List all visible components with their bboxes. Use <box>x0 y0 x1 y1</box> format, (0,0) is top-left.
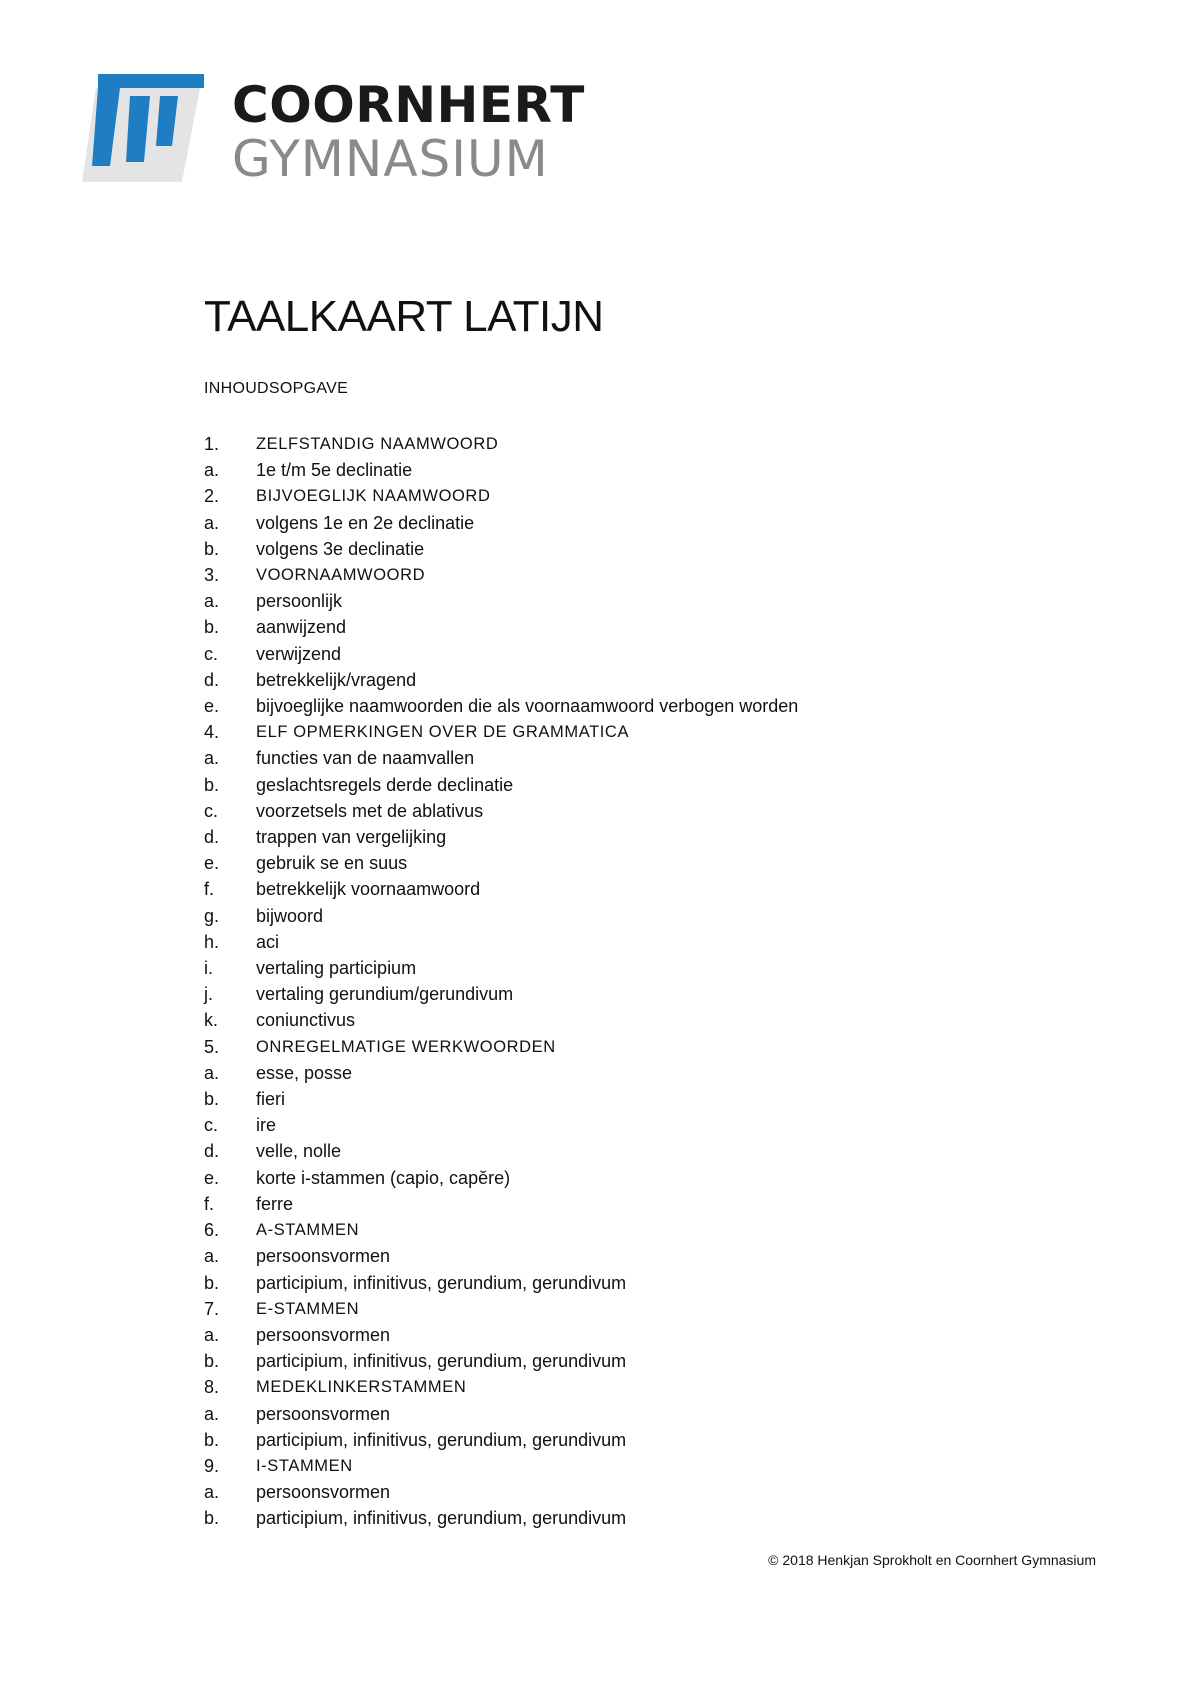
subsection-letter: a. <box>204 1246 220 1267</box>
subsection-letter: b. <box>204 1508 220 1529</box>
subsection-letter: c. <box>204 1115 219 1136</box>
subsection-list <box>204 1243 1104 1295</box>
subsection-letter: f. <box>204 1193 215 1214</box>
toc-section <box>204 1374 1104 1453</box>
subsection-letter: a. <box>204 1324 220 1345</box>
subsection-label: persoonsvormen <box>256 1482 391 1503</box>
subsection-label: functies van de naamvallen <box>256 748 475 769</box>
toc-section-heading <box>204 719 1104 745</box>
subsection-letter: b. <box>204 538 220 559</box>
section-label: ELF OPMERKINGEN OVER DE GRAMMATICA <box>256 723 630 742</box>
table-of-contents <box>204 431 1104 1532</box>
toc-subsection <box>204 641 1104 667</box>
subsection-label: fieri <box>256 1089 286 1110</box>
section-number: 7. <box>204 1298 220 1319</box>
coornhert-logo-icon <box>82 74 212 192</box>
subsection-label: persoonsvormen <box>256 1403 391 1424</box>
subsection-label: voorzetsels met de ablativus <box>256 800 484 821</box>
subsection-label: aanwijzend <box>256 617 347 638</box>
toc-subsection <box>204 1007 1104 1033</box>
section-label: ZELFSTANDIG NAAMWOORD <box>256 435 499 453</box>
subsection-label: vertaling participium <box>256 958 417 979</box>
toc-section <box>204 719 1104 1033</box>
toc-subsection <box>204 772 1104 798</box>
toc-subsection <box>204 1165 1104 1191</box>
section-number: 5. <box>204 1036 220 1057</box>
section-number: 8. <box>204 1377 220 1398</box>
subsection-label: persoonsvormen <box>256 1324 391 1345</box>
toc-subsection <box>204 693 1104 719</box>
subsection-label: participium, infinitivus, gerundium, gerundivum <box>256 1351 627 1372</box>
subsection-label: velle, nolle <box>256 1141 342 1162</box>
subsection-letter: e. <box>204 696 220 717</box>
subsection-letter: c. <box>204 643 219 664</box>
toc-subsection <box>204 850 1104 876</box>
toc-subsection <box>204 745 1104 771</box>
logo-wordmark <box>232 76 585 188</box>
logo-line-1: COORNHERT <box>232 76 585 134</box>
subsection-letter: b. <box>204 1272 220 1293</box>
toc-subsection <box>204 1138 1104 1164</box>
subsection-letter: d. <box>204 669 220 690</box>
toc-section <box>204 562 1104 719</box>
subsection-letter: h. <box>204 931 220 952</box>
subsection-label: participium, infinitivus, gerundium, gerundivum <box>256 1508 627 1529</box>
subsection-letter: a. <box>204 748 220 769</box>
toc-section-heading <box>204 1217 1104 1243</box>
subsection-letter: i. <box>204 958 213 979</box>
toc-subsection <box>204 536 1104 562</box>
section-number: 9. <box>204 1455 220 1476</box>
toc-subsection <box>204 614 1104 640</box>
subsection-label: esse, posse <box>256 1062 353 1083</box>
school-logo <box>82 74 585 194</box>
toc-subsection <box>204 1243 1104 1269</box>
toc-subsection <box>204 1086 1104 1112</box>
section-label: MEDEKLINKERSTAMMEN <box>256 1378 467 1397</box>
subsection-letter: a. <box>204 591 220 612</box>
subsection-label: persoonlijk <box>256 591 343 612</box>
subsection-label: coniunctivus <box>256 1010 356 1031</box>
toc-section <box>204 1296 1104 1375</box>
subsection-label: betrekkelijk voornaamwoord <box>256 879 481 900</box>
subsection-label: vertaling gerundium/gerundivum <box>256 984 514 1005</box>
subsection-letter: d. <box>204 1141 220 1162</box>
subsection-label: trappen van vergelijking <box>256 827 447 848</box>
toc-subsection <box>204 824 1104 850</box>
toc-subsection <box>204 798 1104 824</box>
subsection-letter: b. <box>204 1429 220 1450</box>
page-title: TAALKAART LATIJN <box>204 292 604 341</box>
toc-subsection <box>204 510 1104 536</box>
subsection-list <box>204 1401 1104 1453</box>
subsection-letter: d. <box>204 827 220 848</box>
toc-subsection <box>204 981 1104 1007</box>
subsection-list <box>204 745 1104 1033</box>
toc-subsection <box>204 457 1104 483</box>
toc-subsection <box>204 903 1104 929</box>
subsection-list <box>204 457 1104 483</box>
subsection-letter: b. <box>204 1351 220 1372</box>
section-number: 4. <box>204 722 220 743</box>
subsection-letter: a. <box>204 1482 220 1503</box>
subsection-list <box>204 1060 1104 1217</box>
subsection-label: gebruik se en suus <box>256 853 408 874</box>
section-label: I-STAMMEN <box>256 1456 353 1475</box>
toc-subsection <box>204 1348 1104 1374</box>
section-number: 2. <box>204 486 220 507</box>
subsection-list <box>204 588 1104 719</box>
toc-subsection <box>204 1191 1104 1217</box>
toc-subsection <box>204 1322 1104 1348</box>
toc-section <box>204 1217 1104 1296</box>
toc-subsection <box>204 1401 1104 1427</box>
toc-subsection <box>204 588 1104 614</box>
subsection-label: betrekkelijk/vragend <box>256 669 417 690</box>
subsection-letter: a. <box>204 512 220 533</box>
toc-section-heading <box>204 1296 1104 1322</box>
subsection-label: volgens 3e declinatie <box>256 538 425 559</box>
subsection-label: persoonsvormen <box>256 1246 391 1267</box>
subsection-letter: a. <box>204 1403 220 1424</box>
subsection-label: bijvoeglijke naamwoorden die als voornaamwoord verbogen worden <box>256 696 799 717</box>
subsection-label: 1e t/m 5e declinatie <box>256 460 413 481</box>
subsection-letter: j. <box>204 984 213 1005</box>
subsection-label: aci <box>256 931 280 952</box>
subsection-letter: k. <box>204 1010 219 1031</box>
section-number: 3. <box>204 565 220 586</box>
section-label: A-STAMMEN <box>256 1221 360 1240</box>
toc-subsection <box>204 876 1104 902</box>
toc-section-heading <box>204 1453 1104 1479</box>
toc-subsection <box>204 1270 1104 1296</box>
toc-section <box>204 1034 1104 1217</box>
subsection-letter: a. <box>204 460 220 481</box>
toc-subsection <box>204 1479 1104 1505</box>
subsection-letter: e. <box>204 853 220 874</box>
toc-subsection <box>204 1427 1104 1453</box>
copyright-notice: © 2018 Henkjan Sprokholt en Coornhert Gymnasium <box>768 1552 1096 1568</box>
toc-subsection <box>204 1112 1104 1138</box>
subsection-label: participium, infinitivus, gerundium, gerundivum <box>256 1429 627 1450</box>
toc-heading: INHOUDSOPGAVE <box>204 380 349 397</box>
subsection-label: ire <box>256 1115 277 1136</box>
section-number: 6. <box>204 1220 220 1241</box>
section-label: ONREGELMATIGE WERKWOORDEN <box>256 1037 556 1056</box>
subsection-list <box>204 1479 1104 1531</box>
toc-subsection <box>204 1060 1104 1086</box>
subsection-label: korte i-stammen (capio, capĕre) <box>256 1167 511 1188</box>
toc-section <box>204 1453 1104 1532</box>
section-label: E-STAMMEN <box>256 1299 360 1318</box>
subsection-letter: c. <box>204 800 219 821</box>
toc-section <box>204 483 1104 562</box>
subsection-label: participium, infinitivus, gerundium, gerundivum <box>256 1272 627 1293</box>
toc-subsection <box>204 667 1104 693</box>
toc-subsection <box>204 929 1104 955</box>
logo-line-2: GYMNASIUM <box>232 130 549 188</box>
toc-section-heading <box>204 1374 1104 1400</box>
subsection-label: volgens 1e en 2e declinatie <box>256 512 475 533</box>
toc-section <box>204 431 1104 483</box>
subsection-letter: f. <box>204 879 215 900</box>
toc-section-heading <box>204 431 1104 457</box>
section-number: 1. <box>204 434 220 454</box>
subsection-label: bijwoord <box>256 905 324 926</box>
subsection-label: verwijzend <box>256 643 342 664</box>
subsection-letter: g. <box>204 905 220 926</box>
toc-subsection <box>204 1505 1104 1531</box>
toc-section-heading <box>204 562 1104 588</box>
subsection-letter: b. <box>204 774 220 795</box>
subsection-list <box>204 1322 1104 1374</box>
subsection-letter: a. <box>204 1062 220 1083</box>
toc-section-heading <box>204 1034 1104 1060</box>
toc-section-heading <box>204 483 1104 509</box>
section-label: VOORNAAMWOORD <box>256 566 426 585</box>
section-label: BIJVOEGLIJK NAAMWOORD <box>256 487 491 506</box>
subsection-letter: e. <box>204 1167 220 1188</box>
toc-subsection <box>204 955 1104 981</box>
subsection-list <box>204 510 1104 562</box>
subsection-letter: b. <box>204 1089 220 1110</box>
subsection-label: geslachtsregels derde declinatie <box>256 774 514 795</box>
subsection-letter: b. <box>204 617 220 638</box>
subsection-label: ferre <box>256 1193 294 1214</box>
